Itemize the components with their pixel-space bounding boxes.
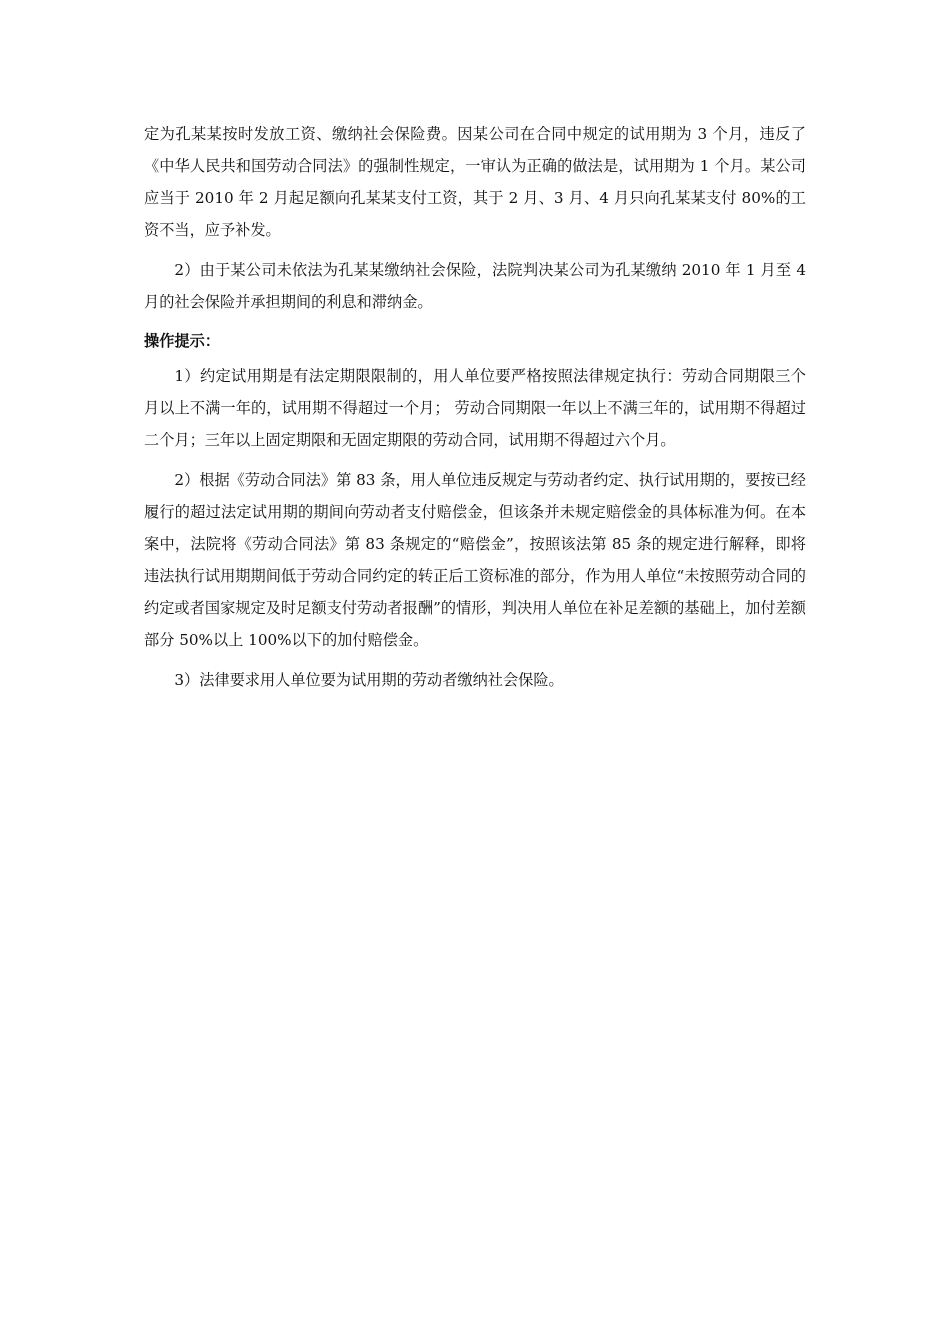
document-page (144, 118, 806, 704)
paragraph-continued: 定为孔某某按时发放工资、缴纳社会保险费。因某公司在合同中规定的试用期为 3 个月，违反了《中华人民共和国劳动合同法》的强制性规定，一审认为正确的做法是，试用期为 1 个月。某公司应当于 2010 年 2 月起足额向孔某某支付工资，其于 2 月、3 月、4 月只向孔某某支付 80%的工资不当，应予补发。 (144, 125, 806, 239)
paragraph-tip-2: 2）根据《劳动合同法》第 83 条，用人单位违反规定与劳动者约定、执行试用期的，要按已经履行的超过法定试用期的期间向劳动者支付赔偿金，但该条并未规定赔偿金的具体标准为何。在本案中，法院将《劳动合同法》第 83 条规定的“赔偿金”，按照该法第 85 条的规定进行解释，即将违法执行试用期期间低于劳动合同约定的转正后工资标准的部分，作为用人单位“未按照劳动合同的约定或者国家规定及时足额支付劳动者报酬”的情形，判决用人单位在补足差额的基础上，加付差额部分 50%以上 100%以下的加付赔偿金。 (144, 471, 806, 649)
paragraph-judgment-2: 2）由于某公司未依法为孔某某缴纳社会保险，法院判决某公司为孔某缴纳 2010 年 1 月至 4 月的社会保险并承担期间的利息和滞纳金。 (144, 261, 806, 311)
section-heading-operation-tips: 操作提示： (144, 332, 220, 350)
paragraph-tip-1: 1）约定试用期是有法定期限限制的，用人单位要严格按照法律规定执行：劳动合同期限三个月以上不满一年的，试用期不得超过一个月； 劳动合同期限一年以上不满三年的，试用期不得超过二个月；三年以上固定期限和无固定期限的劳动合同，试用期不得超过六个月。 (144, 367, 806, 449)
paragraph-tip-3: 3）法律要求用人单位要为试用期的劳动者缴纳社会保险。 (174, 671, 564, 689)
